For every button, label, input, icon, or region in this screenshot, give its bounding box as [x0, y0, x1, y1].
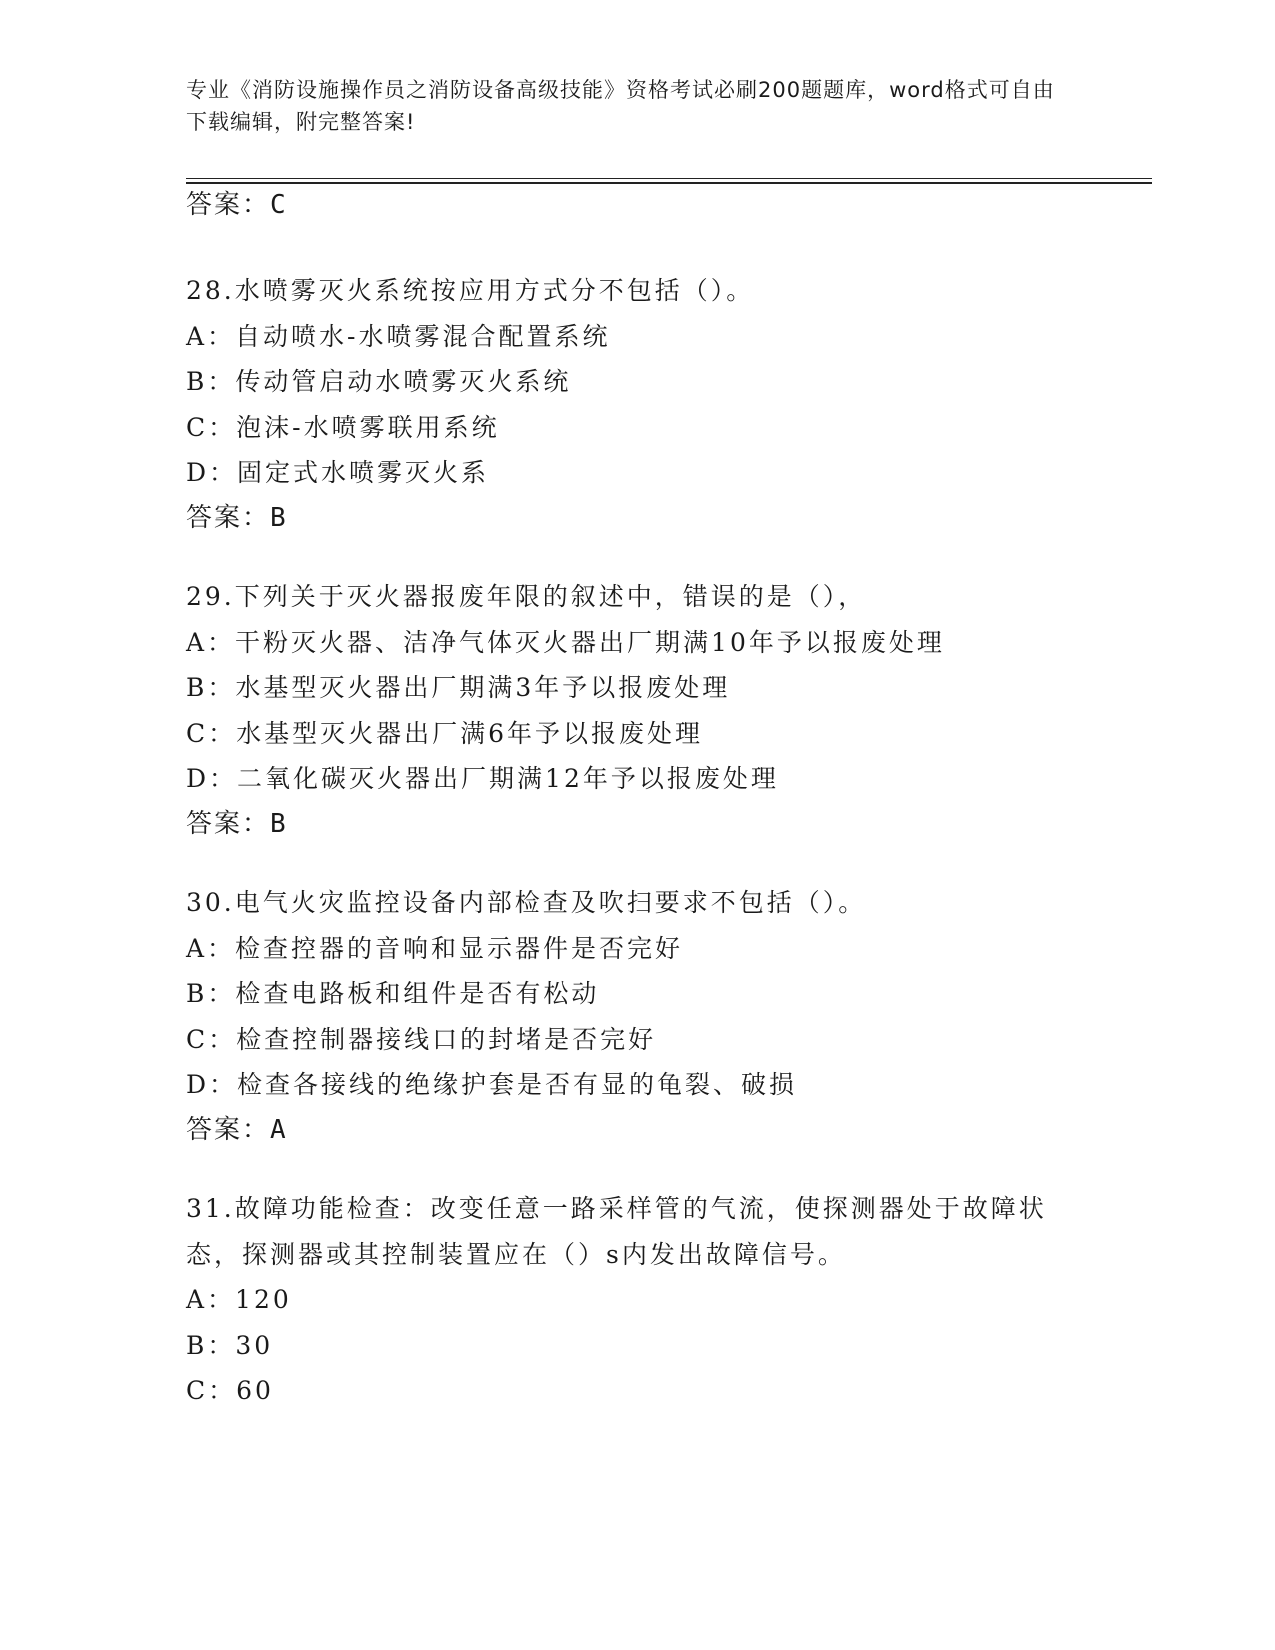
header-divider-thin [186, 178, 1152, 179]
option-d: D：检查各接线的绝缘护套是否有显的龟裂、破损 [186, 1070, 798, 1099]
answer-label: 答案： [186, 1114, 271, 1145]
answer-line [186, 802, 1106, 848]
option-c: C：水基型灭火器出厂满6年予以报废处理 [186, 718, 704, 748]
option-b: B：水基型灭火器出厂期满3年予以报废处理 [186, 673, 731, 702]
question-31 [186, 1186, 1066, 1414]
option-a: A：检查控器的音响和显示器件是否完好 [186, 933, 684, 963]
question-29 [186, 574, 1106, 847]
question-stem: 31.故障功能检查：改变任意一路采样管的气流，使探测器处于故障状态，探测器或其控制装置应在（）s内发出故障信号。 [186, 1194, 1047, 1269]
question-30 [186, 880, 1106, 1153]
answer-line [186, 1108, 1106, 1154]
option-d: D：二氧化碳灭火器出厂期满12年予以报废处理 [186, 764, 779, 793]
answer-value: C [270, 190, 288, 220]
option-d: D：固定式水喷雾灭火系 [186, 458, 490, 487]
option-a: A：自动喷水-水喷雾混合配置系统 [186, 321, 611, 351]
answer-value: B [270, 502, 288, 533]
question-stem: 28.水喷雾灭火系统按应用方式分不包括（）。 [186, 276, 755, 305]
question-stem: 30.电气火灾监控设备内部检查及吹扫要求不包括（）。 [186, 888, 867, 917]
option-c: C：检查控制器接线口的封堵是否完好 [186, 1024, 657, 1054]
answer-label: 答案： [186, 808, 271, 839]
option-b: B：检查电路板和组件是否有松动 [186, 979, 600, 1008]
answer-label: 答案： [186, 502, 271, 533]
option-b: B：传动管启动水喷雾灭火系统 [186, 367, 572, 396]
question-stem: 29.下列关于灭火器报废年限的叙述中，错误的是（）， [186, 582, 867, 611]
previous-answer [186, 183, 1106, 229]
answer-value: B [270, 808, 288, 839]
question-28 [186, 268, 1106, 541]
option-a: A：120 [186, 1285, 292, 1314]
answer-label: 答案： [186, 190, 271, 220]
option-a: A：干粉灭火器、洁净气体灭火器出厂期满10年予以报废处理 [186, 627, 945, 657]
option-b: B：30 [186, 1330, 274, 1360]
answer-value: A [270, 1114, 288, 1145]
answer-line [186, 183, 1106, 229]
option-c: C：泡沫-水喷雾联用系统 [186, 412, 500, 442]
document-header: 专业《消防设施操作员之消防设备高级技能》资格考试必刷200题题库，word格式可自由下载编辑，附完整答案! [186, 78, 1055, 134]
option-c: C：60 [186, 1376, 274, 1405]
answer-line [186, 496, 1106, 542]
